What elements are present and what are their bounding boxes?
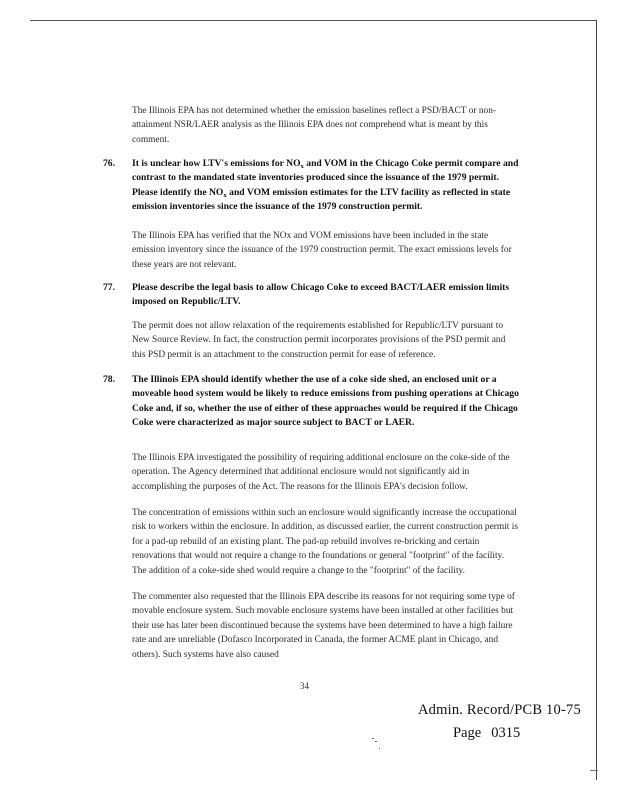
scan-speck xyxy=(375,741,377,742)
comment-77-question: Please describe the legal basis to allow Chicago Coke to exceed BACT/LAER emission limits imposed on Republic/LTV. xyxy=(132,282,510,308)
comment-78-response-2: The concentration of emissions within such an enclosure would significantly increase the occupational risk to workers within the enclosure. In addition, as discussed earlier, the current construction permit is for a pad-up rebuild of an existing plant. The pad-up rebuild involves re-bricking and certain renovations that would not require a change to the foundations or general "footprint" of the facility. The addition of a coke-side shed would require a change to the "footprint" of the facility. xyxy=(132,508,518,576)
page-border-bottom xyxy=(590,770,598,771)
admin-record-stamp: Admin. Record/PCB 10-75 xyxy=(418,702,581,718)
comment-76-response: The Illinois EPA has verified that the NOx and VOM emissions have been included in the state emission inventory since the issuance of the 1979 construction permit. The exact emissions levels for these years are not relevant. xyxy=(132,231,512,270)
comment-78-response-3: The commenter also requested that the Illinois EPA describe its reasons for not requiring some type of movable enclosure system. Such movable enclosure systems have been installed at other facilities but their use has later been discontinued because the systems have been determined to have a high failure rate and are unreliable (Dofasco Incorporated in Canada, the former ACME plant in Chicago, and others). Such systems have also caused xyxy=(132,592,515,660)
page-border-right xyxy=(596,20,597,780)
page-stamp xyxy=(453,725,520,742)
page-stamp-label: Page xyxy=(453,725,482,741)
comment-77-number: 77. xyxy=(103,282,115,293)
page-stamp-value: 0315 xyxy=(491,725,521,741)
comment-78-number: 78. xyxy=(103,374,115,385)
scan-speck xyxy=(379,748,380,749)
scan-speck xyxy=(372,738,374,739)
comment-77-response: The permit does not allow relaxation of the requirements established for Republic/LTV pursuant to New Source Review. In fact, the construction permit incorporates provisions of the PSD permit and this PSD permit is an attachment to the construction permit for ease of reference. xyxy=(132,321,506,360)
page-border-top xyxy=(30,20,596,21)
comment-78-question: The Illinois EPA should identify whether the use of a coke side shed, an enclosed unit or a moveable hood system would be likely to reduce emissions from pushing operations at Chicago Coke and, if so, whether the use of either of these approaches would be required if the Chicago Coke were characterized as major source subject to BACT or LAER. xyxy=(132,374,519,429)
comment-76-question: It is unclear how LTV's emissions for $NO_x$ and VOM in the Chicago Coke permit compare and contrast to the mandated state inventories produced since the issuance of the 1979 permit. Please identify the $NO_x$ and VOM emission estimates for the LTV facility as reflected in state emission inventories since the issuance of the 1979 construction permit. xyxy=(132,158,519,213)
page-number: 34 xyxy=(300,681,309,691)
comment-76-number: 76. xyxy=(103,158,115,169)
comment-78-response-1: The Illinois EPA investigated the possibility of requiring additional enclosure on the coke-side of the operation. The Agency determined that additional enclosure would not significantly aid in accomplishing the purposes of the Act. The reasons for the Illinois EPA's decision follow. xyxy=(132,453,510,492)
intro-paragraph: The Illinois EPA has not determined whether the emission baselines reflect a PSD/BACT or non-attainment NSR/LAER analysis as the Illinois EPA does not comprehend what is meant by this comment. xyxy=(132,106,497,145)
